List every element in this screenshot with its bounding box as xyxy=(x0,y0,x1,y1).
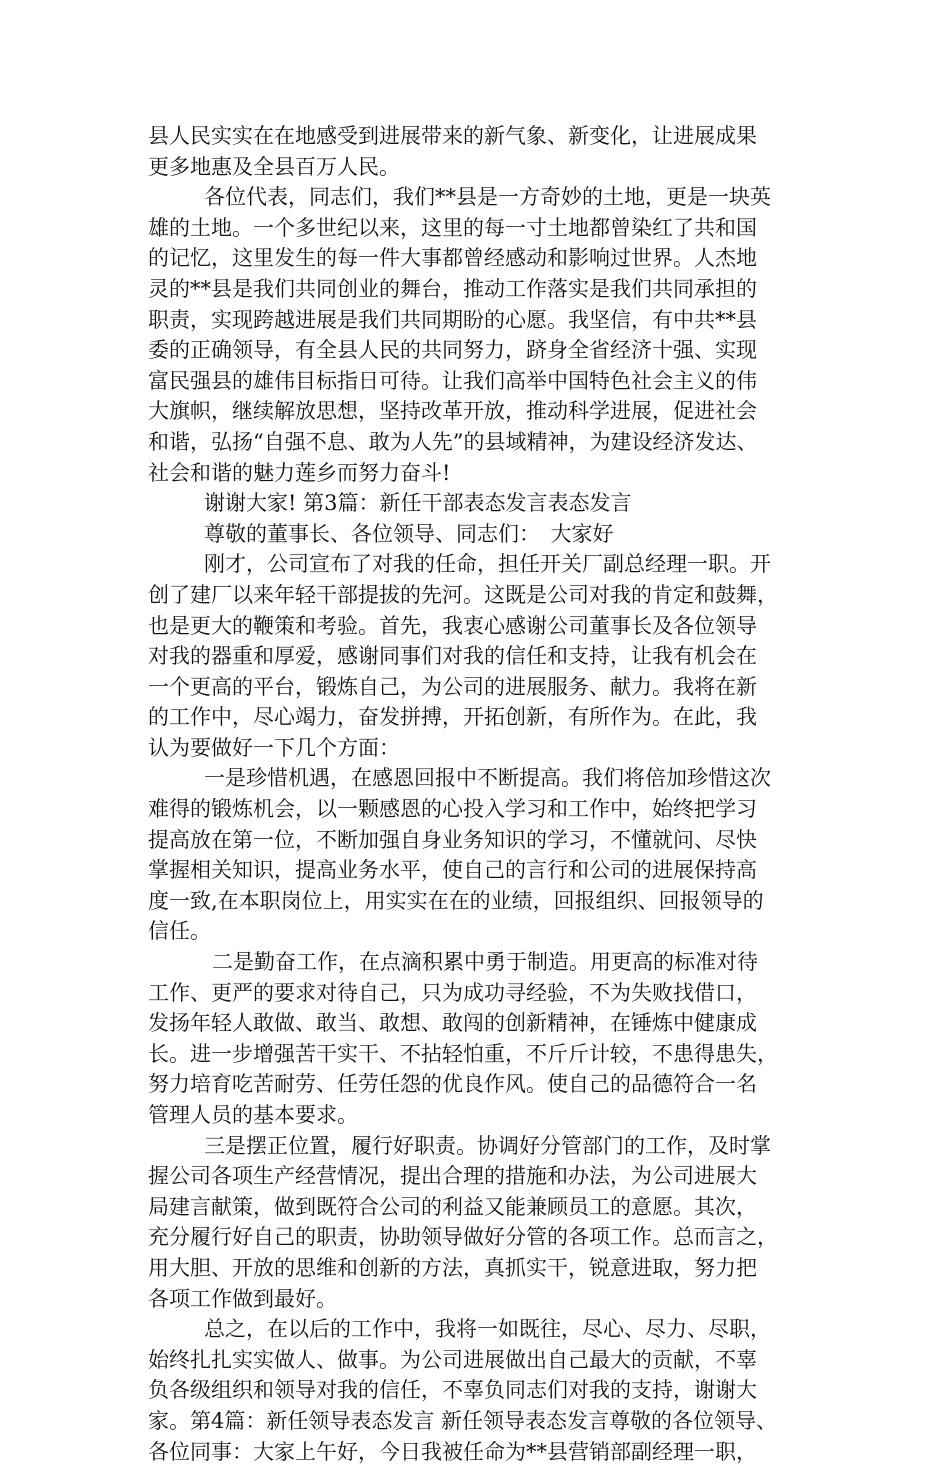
text-line: 对我的器重和厚爱，感谢同事们对我的信任和支持，让我有机会在 xyxy=(148,644,757,669)
text-line: 一个更高的平台，锻炼自己，为公司的进展服务、献力。我将在新 xyxy=(148,674,757,699)
text-line: 一是珍惜机遇，在感恩回报中不断提高。我们将倍加珍惜这次 xyxy=(204,766,771,791)
text-line: 更多地惠及全县百万人民。 xyxy=(148,154,400,179)
text-line: 尊敬的董事长、各位领导、同志们： 大家好 xyxy=(204,521,614,546)
text-line: 和谐，弘扬“自强不息、敢为人先”的县域精神，为建设经济发达、 xyxy=(148,429,758,454)
text-line: 掌握相关知识，提高业务水平，使自己的言行和公司的进展保持高 xyxy=(148,858,757,883)
text-line: 各位同事：大家上午好，今日我被任命为**县营销部副经理一职， xyxy=(148,1439,757,1464)
text-line: 负各级组织和领导对我的信任，不辜负同志们对我的支持，谢谢大 xyxy=(148,1378,757,1403)
text-line: 充分履行好自己的职责，协助领导做好分管的各项工作。总而言之， xyxy=(148,1225,778,1250)
text-line: 家。第4篇：新任领导表态发言 新任领导表态发言尊敬的各位领导、 xyxy=(148,1408,778,1433)
text-line: 始终扎扎实实做人、做事。为公司进展做出自己最大的贡献，不辜 xyxy=(148,1347,757,1372)
text-line: 委的正确领导，有全县人民的共同努力，跻身全省经济十强、实现 xyxy=(148,338,757,363)
text-line: 发扬年轻人敢做、敢当、敢想、敢闯的创新精神，在锤炼中健康成 xyxy=(148,1011,757,1036)
text-line: 灵的**县是我们共同创业的舞台，推动工作落实是我们共同承担的 xyxy=(148,276,757,301)
text-line: 握公司各项生产经营情况，提出合理的措施和办法，为公司进展大 xyxy=(148,1164,757,1189)
text-line: 各位代表，同志们，我们**县是一方奇妙的土地，更是一块英 xyxy=(204,185,771,210)
text-line: 社会和谐的魅力莲乡而努力奋斗! xyxy=(148,460,451,485)
text-line: 长。进一步增强苦干实干、不拈轻怕重，不斤斤计较，不患得患失， xyxy=(148,1041,778,1066)
text-line: 富民强县的雄伟目标指日可待。让我们高举中国特色社会主义的伟 xyxy=(148,368,757,393)
text-line: 管理人员的基本要求。 xyxy=(148,1103,358,1127)
text-line: 二是勤奋工作，在点滴积累中勇于制造。用更高的标准对待 xyxy=(212,950,758,975)
text-line: 信任。 xyxy=(148,919,211,944)
text-line: 用大胆、开放的思维和创新的方法，真抓实干，锐意进取，努力把 xyxy=(148,1255,757,1280)
text-line: 度一致,在本职岗位上，用实实在在的业绩，回报组织、回报领导的 xyxy=(148,888,764,913)
text-line: 工作、更严的要求对待自己，只为成功寻经验，不为失败找借口， xyxy=(148,980,757,1005)
text-line: 雄的土地。一个多世纪以来，这里的每一寸土地都曾染红了共和国 xyxy=(148,215,757,240)
text-line: 认为要做好一下几个方面： xyxy=(148,735,400,760)
text-line: 三是摆正位置，履行好职责。协调好分管部门的工作，及时掌 xyxy=(204,1133,771,1158)
text-line: 总之，在以后的工作中，我将一如既往，尽心、尽力、尽职， xyxy=(204,1317,771,1342)
text-line: 各项工作做到最好。 xyxy=(148,1286,337,1311)
text-line: 谢谢大家! 第3篇：新任干部表态发言表态发言 xyxy=(204,491,632,516)
text-line: 大旗帜，继续解放思想，坚持改革开放，推动科学进展，促进社会 xyxy=(148,399,757,424)
text-line: 的记忆，这里发生的每一件大事都曾经感动和影响过世界。人杰地 xyxy=(148,246,757,271)
text-line: 局建言献策，做到既符合公司的利益又能兼顾员工的意愿。其次， xyxy=(148,1194,757,1219)
text-line: 努力培育吃苦耐劳、任劳任怨的优良作风。使自己的品德符合一名 xyxy=(148,1072,757,1097)
text-line: 刚才，公司宣布了对我的任命，担任开关厂副总经理一职。开 xyxy=(204,552,771,577)
text-line: 也是更大的鞭策和考验。首先，我衷心感谢公司董事长及各位领导 xyxy=(148,613,757,638)
document-body xyxy=(148,121,822,1467)
text-line: 难得的锻炼机会，以一颗感恩的心投入学习和工作中，始终把学习 xyxy=(148,797,757,822)
text-line: 创了建厂以来年轻干部提拔的先河。这既是公司对我的肯定和鼓舞， xyxy=(148,582,778,607)
text-line: 县人民实实在在地感受到进展带来的新气象、新变化，让进展成果 xyxy=(148,124,757,148)
text-line: 职责，实现跨越进展是我们共同期盼的心愿。我坚信，有中共**县 xyxy=(148,307,757,332)
text-line: 提高放在第一位，不断加强自身业务知识的学习，不懂就问、尽快 xyxy=(148,827,757,852)
text-line: 的工作中，尽心竭力，奋发拼搏，开拓创新，有所作为。在此，我 xyxy=(148,705,757,730)
